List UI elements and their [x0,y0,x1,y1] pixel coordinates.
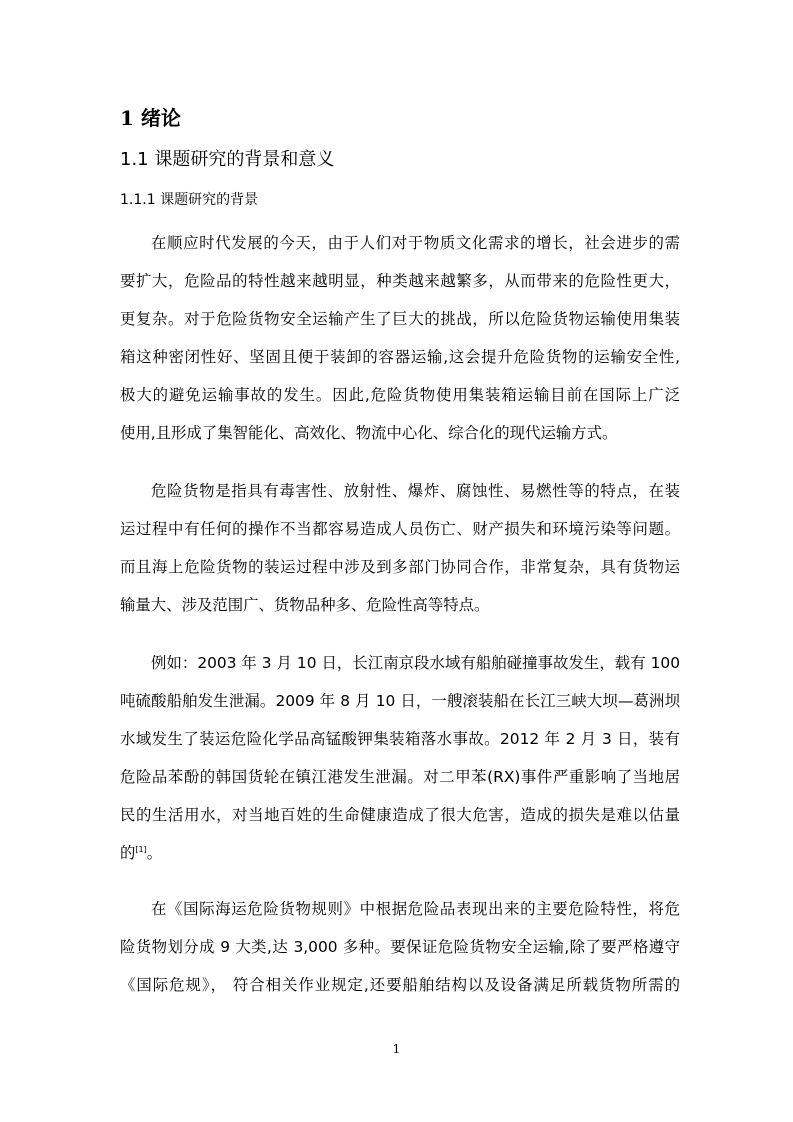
paragraph-line: 险货物划分成 9 大类,达 3,000 多种。要保证危险货物安全运输,除了要严格遵守 [120,938,680,956]
page-number: 1 [392,1042,401,1056]
paragraph-line: 危险货物是指具有毒害性、放射性、爆炸、腐蚀性、易燃性等的特点，在装 [151,482,680,500]
paragraph-line: 例如：2003 年 3 月 10 日，长江南京段水域有船舶碰撞事故发生，载有 100 [151,654,680,672]
chapter-heading: 1 绪论 [120,106,181,130]
paragraph-last-line [120,834,680,872]
paragraph-line: 要扩大，危险品的特性越来越明显，种类越来越繁多，从而带来的危险性更大， [120,272,680,290]
paragraph-3 [120,644,680,872]
paragraph-line: 民的生活用水，对当地百姓的生命健康造成了很大危害，造成的损失是难以估量 [120,806,680,824]
paragraph-line: 的 [120,844,136,862]
citation-mark: [1] [135,844,147,854]
paragraph-line: 在《国际海运危险货物规则》中根据危险品表现出来的主要危险特性，将危 [151,900,680,918]
paragraph-line: 使用,且形成了集智能化、高效化、物流中心化、综合化的现代运输方式。 [120,424,618,442]
paragraph-line: 在顺应时代发展的今天，由于人们对于物质文化需求的增长，社会进步的需 [151,234,680,252]
paragraph-4 [120,890,680,1004]
paragraph-line: 危险品苯酚的韩国货轮在镇江港发生泄漏。对二甲苯(RX)事件严重影响了当地居 [120,768,680,786]
paragraph-line: 运过程中有任何的操作不当都容易造成人员伤亡、财产损失和环境污染等问题。 [120,520,680,538]
paragraph-2 [120,472,680,624]
paragraph-line: 箱这种密闭性好、坚固且便于装卸的容器运输,这会提升危险货物的运输安全性, [120,348,680,366]
subsection-heading: 1.1.1 课题研究的背景 [120,192,259,208]
paragraph-line: 而且海上危险货物的装运过程中涉及到多部门协同合作，非常复杂，具有货物运 [120,558,680,576]
paragraph-line: 水域发生了装运危险化学品高锰酸钾集装箱落水事故。2012 年 2 月 3 日，装有 [120,730,680,748]
paragraph-line: 更复杂。对于危险货物安全运输产生了巨大的挑战，所以危险货物运输使用集装 [120,310,680,328]
paragraph-line: 极大的避免运输事故的发生。因此,危险货物使用集装箱运输目前在国际上广泛 [120,386,680,404]
paragraph-ending: 。 [146,844,163,862]
paragraph-line: 输量大、涉及范围广、货物品种多、危险性高等特点。 [120,596,490,614]
paragraph-line: 《国际危规》， 符合相关作业规定,还要船舶结构以及设备满足所载货物所需的 [120,976,680,994]
paragraph-1 [120,224,680,452]
paragraph-line: 吨硫酸船舶发生泄漏。2009 年 8 月 10 日，一艘滚装船在长江三峡大坝—葛洲坝 [120,692,680,710]
section-heading: 1.1 课题研究的背景和意义 [120,149,335,170]
